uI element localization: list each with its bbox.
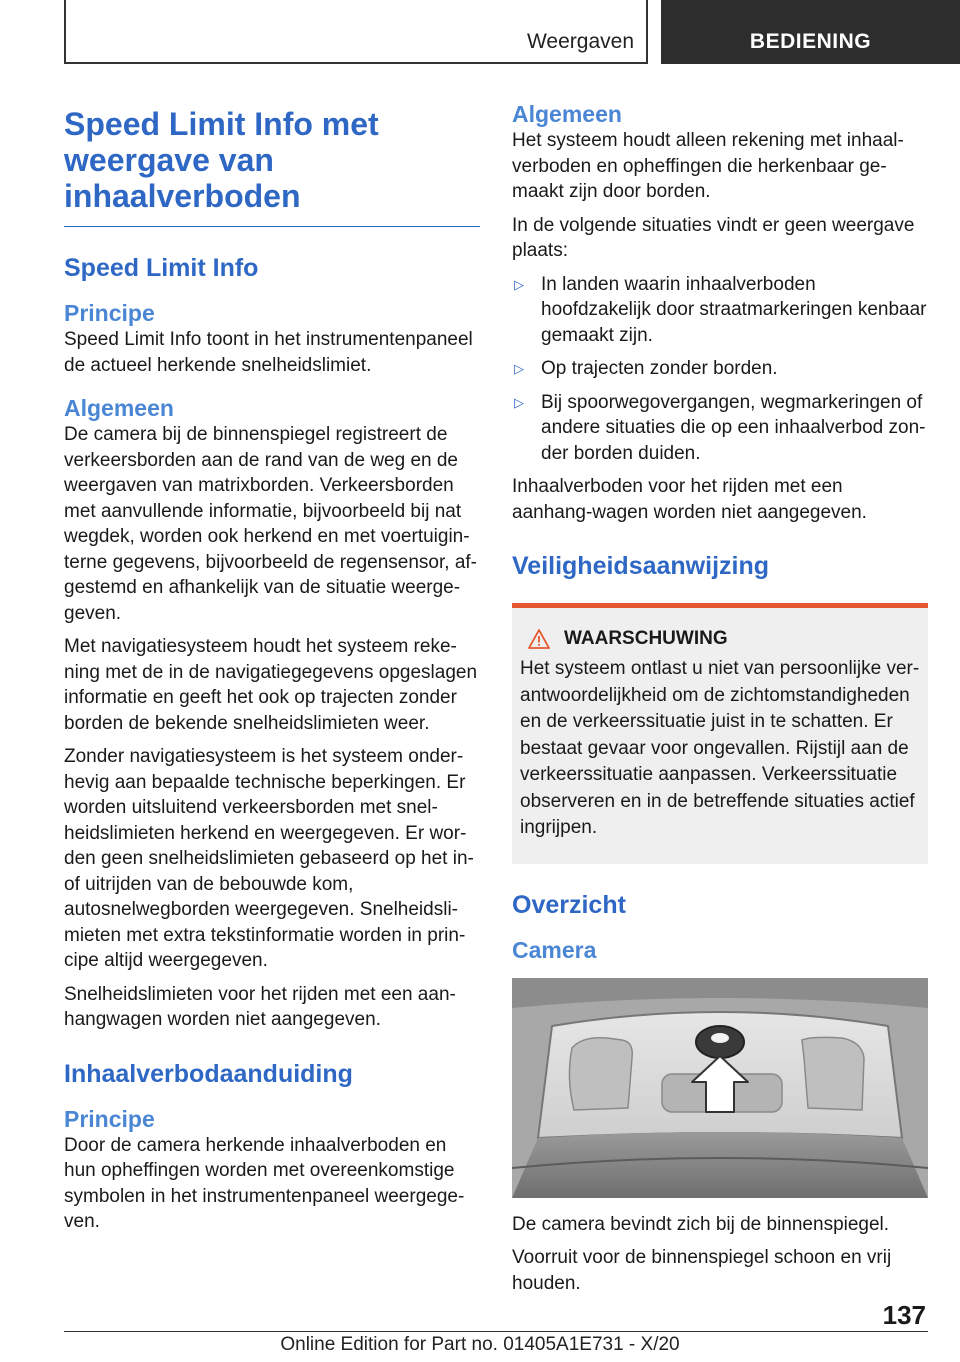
list-item: ▷ Bij spoorwegovergangen, wegmarkeringen of andere situaties die op een inhaalverbod zon-der borden duiden. (512, 390, 928, 467)
heading-principe: Principe (64, 300, 155, 326)
paragraph-algemeen-2: Met navigatiesysteem houdt het systeem reke-ning met de in de navigatiegegevens opgeslagen informatie en geeft het ook op trajecten zonder borden de bekende snelheidslimieten weer. (64, 636, 478, 734)
paragraph-right-1: Het systeem houdt alleen rekening met inhaal-verboden en opheffingen die herkenbaar ge-maakt zijn door borden. (512, 130, 904, 202)
paragraph-algemeen-3: Zonder navigatiesysteem is het systeem onder-hevig aan bepaalde technische beperkingen. Er worden uitsluitend verkeersborden met snel-heidslimieten herkend en weergegeven. Er wor-den geen snelheidslimieten gebaseerd op het in- of uitrijden van de bebouwde kom, autosnelwegborden weergegeven. Snelheidsli-mieten met extra tekstinformatie worden in prin-cipe altijd weergegeven. (64, 746, 474, 971)
bullet-list (512, 272, 928, 467)
heading-overzicht: Overzicht (512, 890, 626, 919)
heading-algemeen-right: Algemeen (512, 101, 622, 127)
footer-edition: Online Edition for Part no. 01405A1E731 - X/20 (280, 1334, 680, 1355)
page-number: 137 (882, 1300, 926, 1330)
heading-inhaalverbod: Inhaalverbodaanduiding (64, 1059, 353, 1088)
warning-triangle-icon (528, 629, 550, 649)
figure-caption-1: De camera bevindt zich bij de binnenspiegel. (512, 1213, 890, 1235)
heading-camera: Camera (512, 936, 597, 963)
list-item: ▷ Op trajecten zonder borden. (512, 356, 928, 382)
header-frame (64, 0, 648, 64)
camera-lens (711, 1033, 729, 1043)
list-item: ▷ In landen waarin inhaalverboden hoofdzakelijk door straatmarkeringen kenbaar gemaakt zijn. (512, 272, 928, 349)
warning-title: WAARSCHUWING (564, 628, 728, 649)
bullet-marker: ▷ (514, 276, 524, 292)
heading-veiligheidsaanwijzing: Veiligheidsaanwijzing (512, 552, 770, 580)
footer-divider (64, 1331, 928, 1332)
heading-algemeen: Algemeen (64, 395, 174, 421)
paragraph-principe: Speed Limit Info toont in het instrumentenpaneel de actueel herkende snelheidslimiet. (64, 329, 473, 376)
heading-principe-2: Principe (64, 1105, 155, 1132)
heading-speed-limit-info: Speed Limit Info (64, 254, 259, 282)
paragraph-right-3: Inhaalverboden voor het rijden met een aanhang-wagen worden niet aangegeven. (512, 476, 867, 523)
right-column (512, 100, 928, 1296)
bullet-marker: ▷ (514, 394, 524, 410)
paragraph-algemeen-4: Snelheidslimieten voor het rijden met een aan-hangwagen worden niet aangegeven. (64, 983, 456, 1030)
page-title: Speed Limit Info met weergave van inhaalverboden (64, 106, 480, 227)
paragraph-right-2: In de volgende situaties vindt er geen weergave plaats: (512, 214, 915, 261)
car-interior-image (512, 978, 928, 1198)
paragraph-principe-2: Door de camera herkende inhaalverboden en hun opheffingen worden met overeenkomstige symbolen in het instrumentenpaneel weergege-ven. (64, 1134, 465, 1232)
left-column (64, 100, 480, 1235)
warning-text: Het systeem ontlast u niet van persoonlijke ver-antwoordelijkheid om de zichtomstandigheden en de verkeerssituatie juist in te schatten. Er bestaat gevaar voor ongevallen. Rijstijl aan de verkeerssituatie aanpassen. Verkeerssituatie observeren en in de betreffende situaties actief ingrijpen. (520, 658, 920, 838)
camera-location-illustration (512, 978, 928, 1198)
figure-caption-2: Voorruit voor de binnenspiegel schoon en vrij houden. (512, 1247, 892, 1294)
warning-box (512, 603, 928, 864)
header-chapter-tab: BEDIENING (661, 0, 960, 64)
header-section-title: Weergaven (526, 30, 634, 53)
bullet-marker: ▷ (514, 361, 524, 376)
paragraph-algemeen-1: De camera bij de binnenspiegel registreert de verkeersborden aan de rand van de weg en de weergaven van matrixborden. Verkeersborden met aanvullende informatie, bijvoorbeeld bij nat wegdek, worden ook herkend en met voertuigin-terne gegevens, bijvoorbeeld de regensensor, af-gestemd en afhankelijk van de situatie weerge-geven. (64, 424, 477, 624)
